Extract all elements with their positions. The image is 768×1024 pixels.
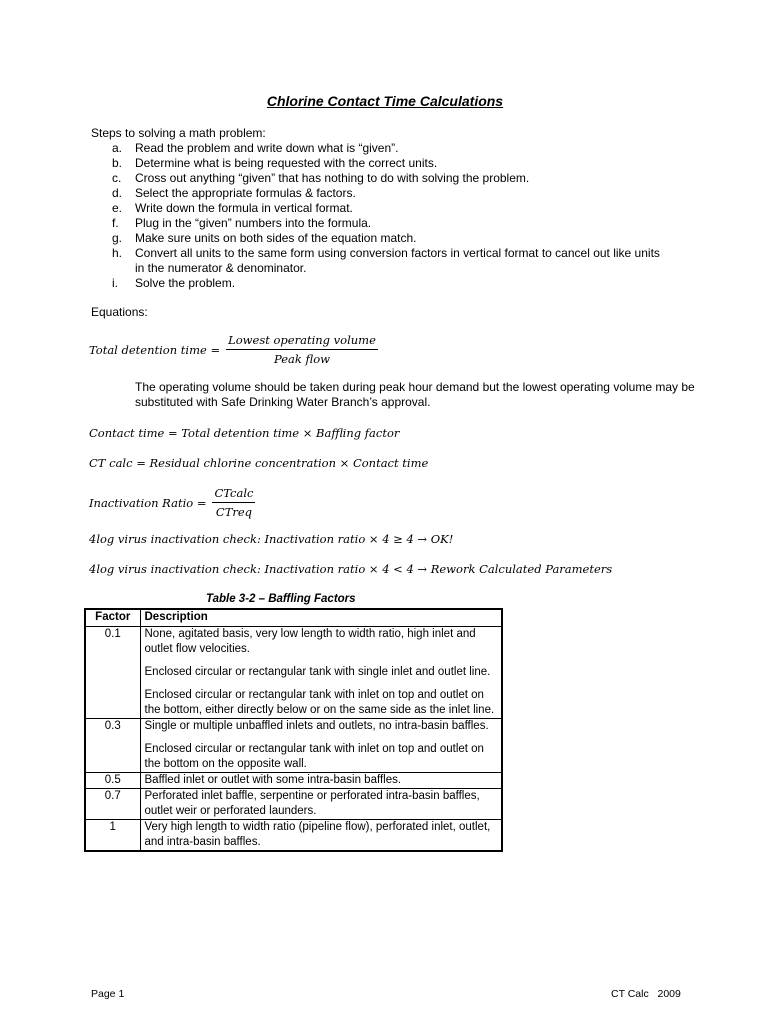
table-row (85, 719, 502, 773)
steps-intro: Steps to solving a math problem: (91, 126, 266, 140)
description-text: Perforated inlet baffle, serpentine or perforated intra-basin baffles, outlet weir or perforated launders. (144, 790, 480, 817)
step-text: Make sure units on both sides of the equation match. (135, 231, 417, 245)
factor-cell: 0.7 (85, 789, 140, 820)
step-item (112, 201, 672, 216)
table-header-row (85, 609, 502, 627)
step-text: Determine what is being requested with the correct units. (135, 156, 438, 170)
description-text: Baffled inlet or outlet with some intra-basin baffles. (144, 774, 402, 786)
step-letter: e. (112, 201, 123, 215)
step-text: Plug in the “given” numbers into the formula. (135, 216, 372, 230)
equation-total-detention-time (89, 333, 378, 366)
description-cell (140, 627, 502, 719)
step-letter: a. (112, 141, 123, 155)
description-cell (140, 773, 502, 789)
equation-lhs: Total detention time = (89, 342, 221, 357)
step-item (112, 156, 672, 171)
equation-virus-check-ok: 4log virus inactivation check: Inactivation ratio × 4 ≥ 4 → OK! (89, 532, 454, 546)
step-item (112, 141, 672, 156)
footer-page-number: Page 1 (91, 988, 125, 1000)
table-row (85, 773, 502, 789)
description-text: Enclosed circular or rectangular tank with inlet on top and outlet on the bottom on the opposite wall. (144, 743, 484, 770)
step-letter: f. (112, 216, 119, 230)
factor-cell: 0.5 (85, 773, 140, 789)
description-cell (140, 789, 502, 820)
description-cell (140, 719, 502, 773)
step-text: Cross out anything “given” that has nothing to do with solving the problem. (135, 171, 530, 185)
fraction-numerator: Lowest operating volume (226, 333, 378, 350)
description-text: Enclosed circular or rectangular tank with inlet on top and outlet on the bottom, either directly below or on the same side as the inlet line. (144, 689, 495, 716)
step-text: Select the appropriate formulas & factors. (135, 186, 356, 200)
step-text: Solve the problem. (135, 276, 236, 290)
step-text: Convert all units to the same form using conversion factors in vertical format to cancel out like units in the numerator & denominator. (135, 246, 660, 275)
fraction-numerator: CTcalc (212, 486, 255, 503)
fraction (212, 486, 255, 519)
factor-cell: 1 (85, 820, 140, 852)
step-item (112, 216, 672, 231)
factor-cell: 0.3 (85, 719, 140, 773)
step-item (112, 276, 672, 291)
step-item (112, 246, 672, 276)
steps-list (112, 141, 672, 291)
step-item (112, 171, 672, 186)
column-header-factor: Factor (85, 609, 140, 627)
equation-virus-check-rework: 4log virus inactivation check: Inactivation ratio × 4 < 4 → Rework Calculated Parameters (89, 562, 613, 576)
description-text: Single or multiple unbaffled inlets and outlets, no intra-basin baffles. (144, 720, 489, 732)
description-text: Very high length to width ratio (pipeline flow), perforated inlet, outlet, and intra-basin baffles. (144, 821, 491, 848)
step-letter: h. (112, 246, 123, 260)
step-letter: c. (112, 171, 122, 185)
description-cell (140, 820, 502, 852)
table-caption: Table 3-2 – Baffling Factors (206, 593, 356, 605)
step-item (112, 231, 672, 246)
step-letter: d. (112, 186, 123, 200)
fraction-denominator: CTreq (215, 505, 253, 519)
step-text: Read the problem and write down what is “given”. (135, 141, 399, 155)
step-letter: i. (112, 276, 118, 290)
table-row (85, 820, 502, 852)
page-title: Chlorine Contact Time Calculations (266, 93, 504, 109)
fraction-denominator: Peak flow (274, 352, 330, 366)
equation-lhs: Inactivation Ratio = (89, 495, 207, 510)
footer-doc-label: CT Calc 2009 (611, 988, 681, 1000)
table-row (85, 627, 502, 719)
baffling-factors-table (84, 608, 503, 852)
description-text: Enclosed circular or rectangular tank with single inlet and outlet line. (144, 666, 491, 678)
step-letter: b. (112, 156, 123, 170)
equation-inactivation-ratio (89, 486, 255, 519)
column-header-description: Description (140, 609, 502, 627)
table-row (85, 789, 502, 820)
operating-volume-note: The operating volume should be taken during peak hour demand but the lowest operating volume may be substituted with Safe Drinking Water Branch’s approval. (135, 380, 695, 409)
description-text: None, agitated basis, very low length to width ratio, high inlet and outlet flow velocities. (144, 628, 476, 655)
equation-contact-time: Contact time = Total detention time × Baffling factor (89, 426, 400, 440)
equations-label: Equations: (91, 305, 148, 319)
factor-cell: 0.1 (85, 627, 140, 719)
step-text: Write down the formula in vertical format. (135, 201, 353, 215)
step-letter: g. (112, 231, 123, 245)
step-item (112, 186, 672, 201)
equation-ct-calc: CT calc = Residual chlorine concentration × Contact time (89, 456, 429, 470)
fraction (226, 333, 378, 366)
